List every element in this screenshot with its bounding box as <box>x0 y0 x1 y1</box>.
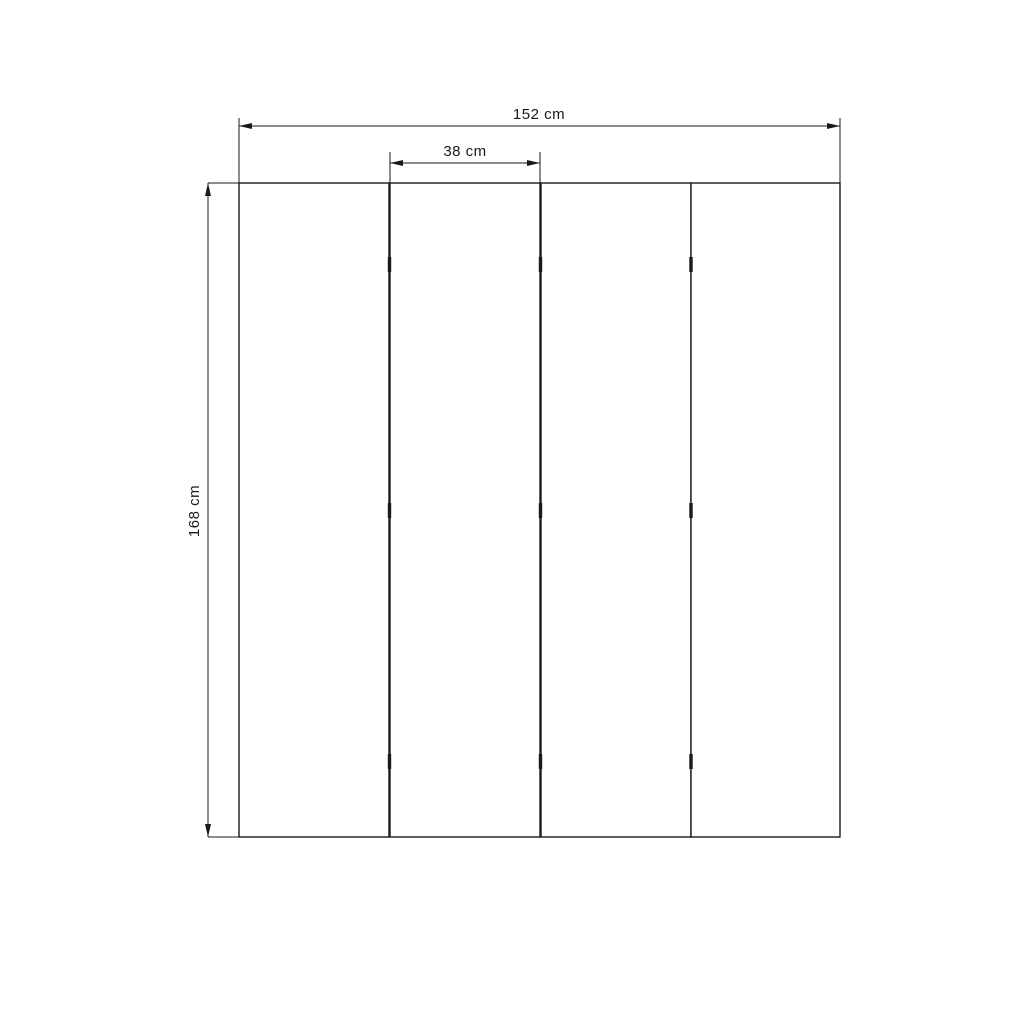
arrow-bottom-total-height <box>205 824 211 837</box>
arrow-right-total-width <box>827 123 840 129</box>
total-width-label: 152 cm <box>512 106 566 123</box>
total-height-dimension <box>186 183 211 837</box>
arrow-right-panel-width <box>527 160 540 166</box>
arrow-left-total-width <box>239 123 252 129</box>
arrow-left-panel-width <box>390 160 403 166</box>
panel-width-label: 38 cm <box>443 143 487 160</box>
panel-1[interactable] <box>239 183 389 837</box>
panel-3[interactable] <box>541 183 691 837</box>
arrow-top-total-height <box>205 183 211 196</box>
total-height-label: 168 cm <box>186 484 203 538</box>
panel-2[interactable] <box>390 183 540 837</box>
panel-width-dimension <box>390 141 540 166</box>
total-width-dimension <box>239 104 840 129</box>
panel-4[interactable] <box>691 183 840 837</box>
